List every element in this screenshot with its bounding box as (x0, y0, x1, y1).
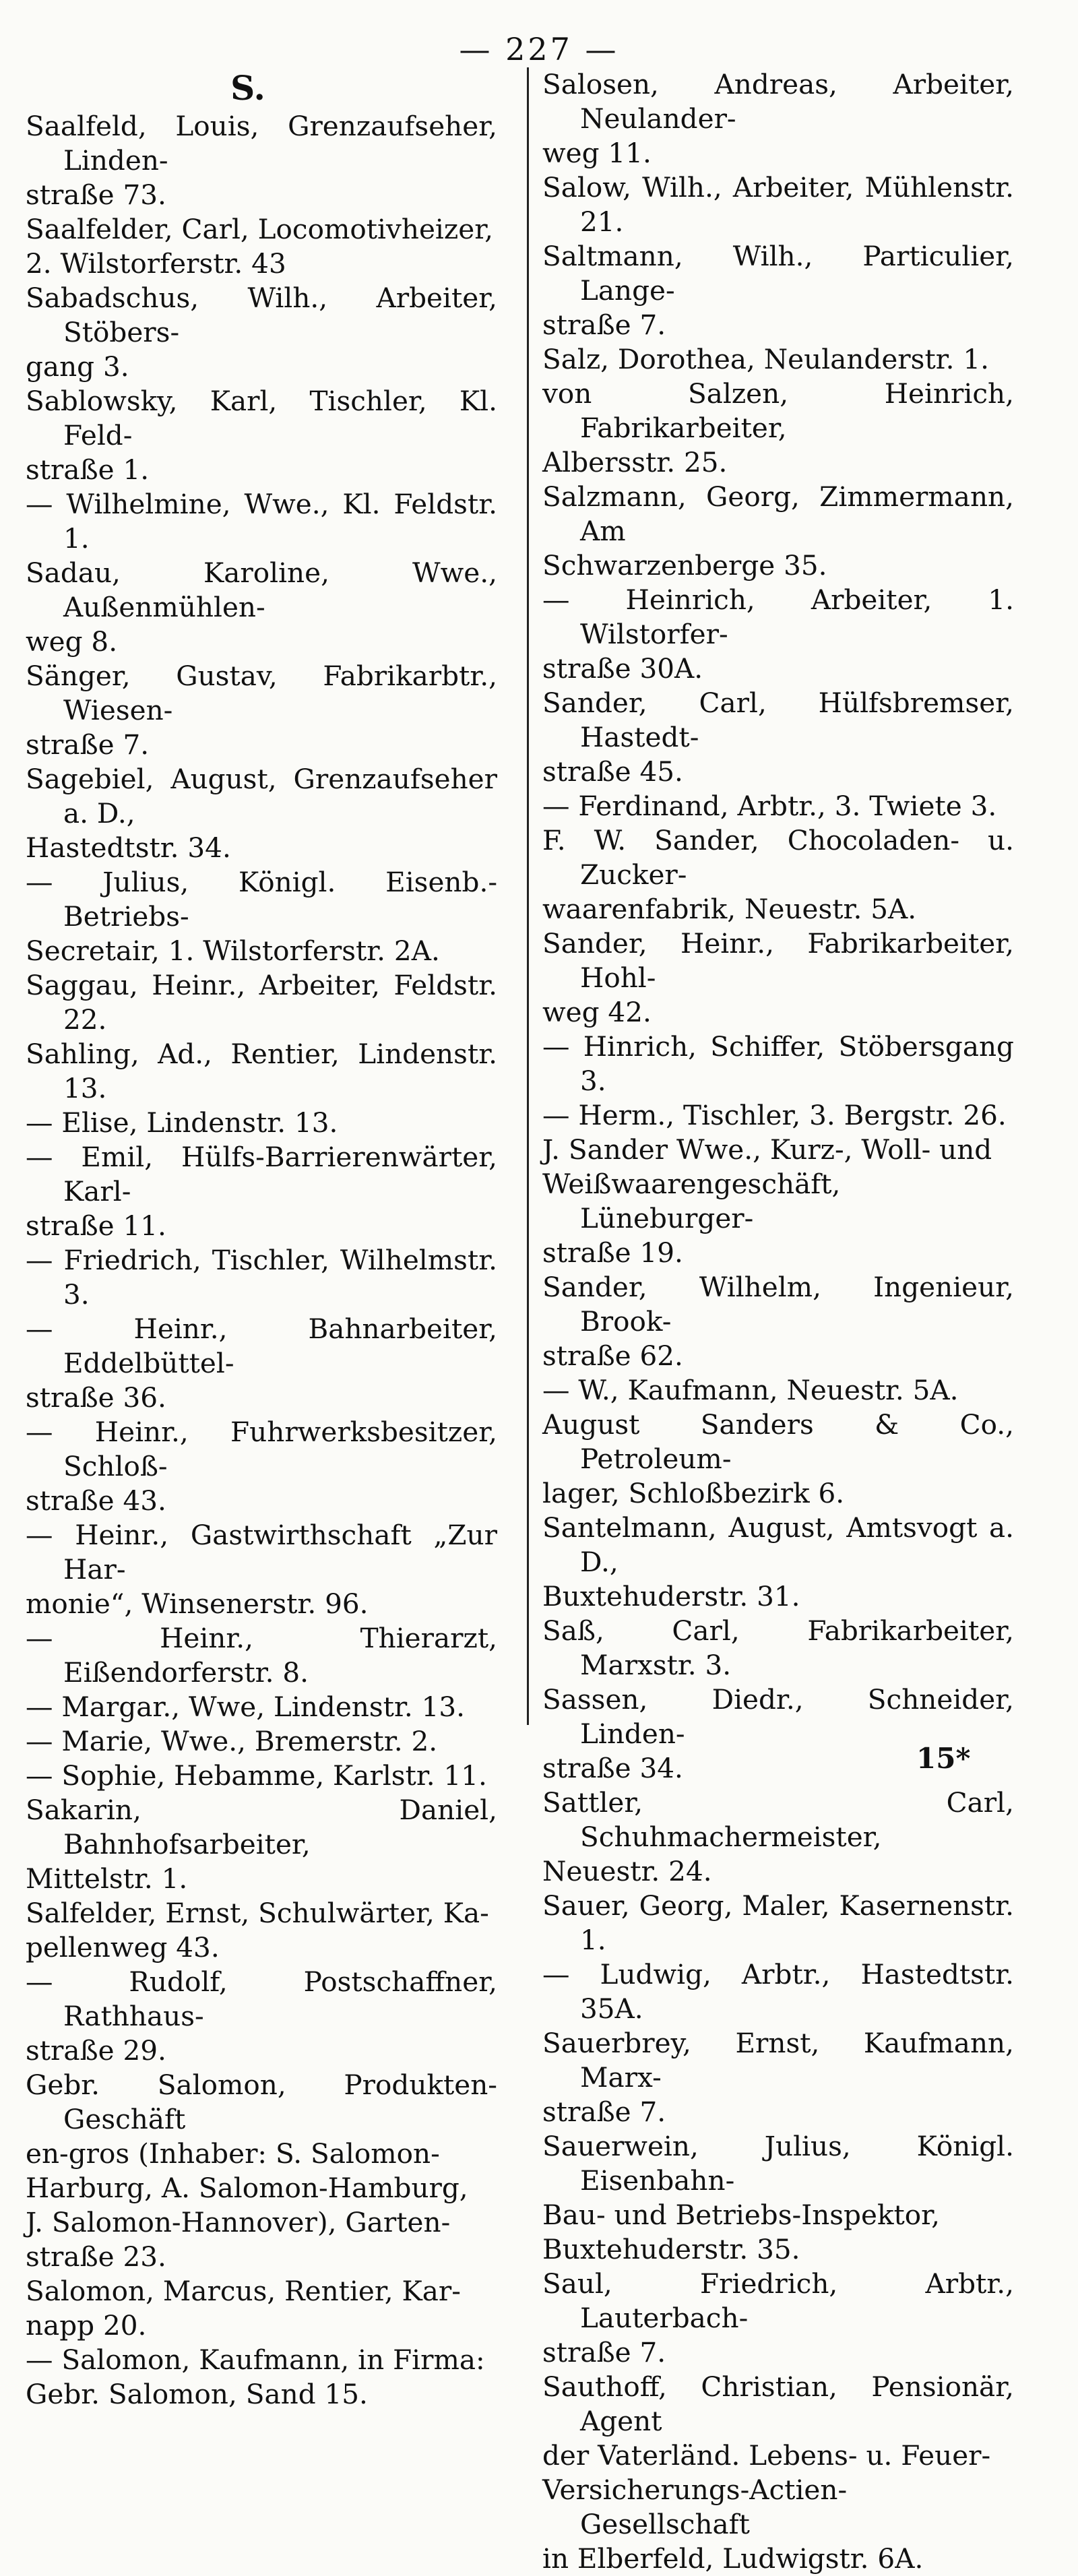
entry-line: Weißwaarengeschäft, Lüneburger- (542, 1168, 841, 1234)
entry-line: — Margar., Wwe, Lindenstr. 13. (26, 1691, 465, 1723)
entry-line: monie“, Winsenerstr. 96. (26, 1588, 369, 1620)
directory-entry (26, 487, 497, 556)
entry-line: F. W. Sander, Chocoladen- u. Zucker- (542, 824, 1014, 891)
entry-line: in Elberfeld, Ludwigstr. 6A. (542, 2542, 924, 2575)
directory-entry (26, 2068, 497, 2274)
entry-line: Santelmann, August, Amtsvogt a. D., (542, 1511, 1014, 1578)
entry-line: straße 7. (542, 2336, 666, 2368)
entry-line: pellenweg 43. (26, 1931, 220, 1964)
directory-entry (26, 865, 497, 968)
entry-line: Buxtehuderstr. 31. (542, 1580, 800, 1612)
left-column (26, 67, 497, 2412)
entry-line: Sadau, Karoline, Wwe., Außenmühlen- (26, 557, 497, 623)
directory-entry (542, 2129, 1014, 2267)
entry-line: Neuestr. 24. (542, 1855, 712, 1887)
directory-entry (26, 1759, 497, 1793)
directory-entry (542, 67, 1014, 170)
entry-line: straße 7. (542, 2096, 666, 2128)
entry-line: — Marie, Wwe., Bremerstr. 2. (26, 1725, 438, 1757)
entry-line: — Heinr., Bahnarbeiter, Eddelbüttel- (26, 1313, 497, 1379)
entry-line: — Hinrich, Schiffer, Stöbersgang 3. (542, 1030, 1014, 1097)
entry-line: en-gros (Inhaber: S. Salomon- (26, 2137, 440, 2170)
directory-entry (542, 1098, 1014, 1133)
entry-line: — Heinr., Fuhrwerksbesitzer, Schloß- (26, 1416, 497, 1482)
directory-entry (26, 1621, 497, 1690)
directory-entry (542, 1270, 1014, 1373)
entry-line: Salz, Dorothea, Neulanderstr. 1. (542, 343, 990, 375)
entry-line: Saalfelder, Carl, Locomotivheizer, (26, 213, 493, 245)
directory-entry (26, 762, 497, 865)
directory-entry (26, 1037, 497, 1106)
directory-entry (542, 2370, 1014, 2576)
entry-line: — Elise, Lindenstr. 13. (26, 1106, 338, 1139)
entry-line: — Wilhelmine, Wwe., Kl. Feldstr. 1. (26, 488, 497, 555)
directory-entry (26, 1724, 497, 1759)
entry-line: weg 8. (26, 625, 118, 658)
entry-line: — Heinr., Thierarzt, Eißendorferstr. 8. (26, 1622, 497, 1689)
directory-entry (26, 968, 497, 1037)
entry-line: — Ferdinand, Arbtr., 3. Twiete 3. (542, 790, 997, 822)
directory-entry (542, 1614, 1014, 1683)
entry-line: weg 11. (542, 137, 652, 169)
entry-line: Salomon, Marcus, Rentier, Kar- (26, 2275, 461, 2307)
entry-line: August Sanders & Co., Petroleum- (542, 1408, 1014, 1475)
directory-entry (542, 926, 1014, 1030)
entry-line: Buxtehuderstr. 35. (542, 2233, 800, 2265)
directory-entry (542, 342, 1014, 377)
directory-entry (542, 686, 1014, 789)
entry-line: straße 36. (26, 1381, 166, 1414)
directory-entry (542, 1889, 1014, 1957)
entry-line: — W., Kaufmann, Neuestr. 5A. (542, 1374, 959, 1406)
directory-entry (542, 1511, 1014, 1614)
directory-entry (26, 1965, 497, 2068)
entry-line: — Sophie, Hebamme, Karlstr. 11. (26, 1759, 487, 1792)
entry-line: waarenfabrik, Neuestr. 5A. (542, 893, 917, 925)
section-letter: S. (230, 68, 265, 108)
entry-line: Sabadschus, Wilh., Arbeiter, Stöbers- (26, 282, 497, 348)
entry-line: Sauerwein, Julius, Königl. Eisenbahn- (542, 2130, 1014, 2197)
entry-line: straße 34. (542, 1752, 683, 1784)
entry-line: — Heinr., Gastwirthschaft „Zur Har- (26, 1519, 497, 1585)
directory-entry (542, 1786, 1014, 1889)
entry-line: Sauer, Georg, Maler, Kasernenstr. 1. (542, 1889, 1014, 1956)
entry-line: lager, Schloßbezirk 6. (542, 1477, 845, 1509)
signature-mark: 15* (916, 1742, 971, 1775)
directory-entry (542, 1030, 1014, 1098)
entry-line: Sander, Heinr., Fabrikarbeiter, Hohl- (542, 927, 1014, 994)
entry-line: — Ludwig, Arbtr., Hastedtstr. 35A. (542, 1958, 1014, 2025)
entry-line: Sablowsky, Karl, Tischler, Kl. Feld- (26, 385, 497, 451)
entry-line: straße 1. (26, 453, 150, 486)
directory-entry (542, 583, 1014, 686)
entry-line: Salfelder, Ernst, Schulwärter, Ka- (26, 1897, 489, 1929)
entry-line: Sahling, Ad., Rentier, Lindenstr. 13. (26, 1038, 497, 1104)
entry-line: straße 73. (26, 179, 166, 211)
directory-entry (26, 556, 497, 659)
entry-line: Salzmann, Georg, Zimmermann, Am (542, 480, 1014, 547)
directory-entry (26, 1793, 497, 1896)
entry-line: — Salomon, Kaufmann, in Firma: (26, 2344, 485, 2376)
entry-line: Secretair, 1. Wilstorferstr. 2A. (26, 935, 440, 967)
directory-entry (26, 1518, 497, 1621)
entry-line: J. Sander Wwe., Kurz-, Woll- und (542, 1133, 992, 1166)
directory-entry (26, 1106, 497, 1140)
entry-line: Salow, Wilh., Arbeiter, Mühlenstr. 21. (542, 171, 1014, 238)
directory-entry (542, 1408, 1014, 1511)
entry-line: Gebr. Salomon, Sand 15. (26, 2378, 368, 2410)
entry-line: Sander, Wilhelm, Ingenieur, Brook- (542, 1271, 1014, 1338)
directory-entry (26, 109, 497, 212)
directory-entry (26, 212, 497, 281)
directory-entry (26, 1140, 497, 1243)
directory-entry (26, 1896, 497, 1965)
entry-line: Sander, Carl, Hülfsbremser, Hastedt- (542, 687, 1014, 753)
column-divider (527, 67, 529, 1725)
entry-line: weg 42. (542, 996, 652, 1028)
directory-entry (26, 1690, 497, 1724)
entry-line: — Heinrich, Arbeiter, 1. Wilstorfer- (542, 584, 1014, 650)
entry-line: straße 19. (542, 1236, 683, 1269)
directory-entry (542, 1373, 1014, 1408)
directory-entry (26, 384, 497, 487)
directory-entry (542, 789, 1014, 823)
entry-line: straße 11. (26, 1210, 166, 1242)
entry-line: straße 43. (26, 1484, 166, 1517)
entry-line: der Vaterländ. Lebens- u. Feuer- (542, 2439, 991, 2472)
directory-entry (26, 1243, 497, 1312)
entry-line: Sänger, Gustav, Fabrikarbtr., Wiesen- (26, 660, 497, 726)
entry-line: — Herm., Tischler, 3. Bergstr. 26. (542, 1099, 1007, 1131)
right-column (542, 67, 1014, 2576)
entry-line: straße 7. (542, 309, 666, 341)
entry-line: Harburg, A. Salomon-Hamburg, (26, 2172, 468, 2204)
directory-entry (26, 2274, 497, 2343)
entry-line: Bau- und Betriebs-Inspektor, (542, 2199, 940, 2231)
directory-entry (542, 823, 1014, 926)
entry-line: Saß, Carl, Fabrikarbeiter, Marxstr. 3. (542, 1614, 1014, 1681)
entry-line: gang 3. (26, 350, 129, 383)
directory-entry (26, 2343, 497, 2412)
directory-entry (542, 2267, 1014, 2370)
entry-line: von Salzen, Heinrich, Fabrikarbeiter, (542, 377, 1014, 444)
directory-entry (26, 1415, 497, 1518)
directory-entry (26, 659, 497, 762)
entry-line: Hastedtstr. 34. (26, 831, 231, 864)
entry-line: Mittelstr. 1. (26, 1862, 188, 1895)
entry-line: Saul, Friedrich, Arbtr., Lauterbach- (542, 2267, 1014, 2334)
directory-entry (542, 170, 1014, 239)
entry-line: Sauthoff, Christian, Pensionär, Agent (542, 2370, 1014, 2437)
entry-line: straße 30A. (542, 652, 703, 685)
directory-entry (542, 2026, 1014, 2129)
entry-line: straße 23. (26, 2240, 166, 2273)
entry-line: Versicherungs-Actien-Gesellschaft (542, 2474, 848, 2540)
entry-line: — Rudolf, Postschaffner, Rathhaus- (26, 1966, 497, 2032)
entry-line: — Friedrich, Tischler, Wilhelmstr. 3. (26, 1244, 497, 1311)
entry-line: straße 45. (542, 755, 683, 788)
entry-line: Gebr. Salomon, Produkten-Geschäft (26, 2069, 497, 2135)
entry-line: Sakarin, Daniel, Bahnhofsarbeiter, (26, 1794, 497, 1860)
directory-entry (26, 1312, 497, 1415)
entry-line: Saalfeld, Louis, Grenzaufseher, Linden- (26, 110, 497, 177)
entry-line: Schwarzenberge 35. (542, 549, 827, 582)
entry-line: Salosen, Andreas, Arbeiter, Neulander- (542, 68, 1014, 135)
entry-line: straße 62. (542, 1340, 683, 1372)
directory-entry (542, 480, 1014, 583)
entry-line: straße 7. (26, 728, 150, 761)
entry-line: — Emil, Hülfs-Barrierenwärter, Karl- (26, 1141, 497, 1207)
page-number: — 227 — (459, 31, 619, 67)
directory-entry (542, 1133, 1014, 1270)
entry-line: Saltmann, Wilh., Particulier, Lange- (542, 240, 1014, 307)
entry-line: — Julius, Königl. Eisenb.-Betriebs- (26, 866, 497, 933)
entry-line: Saggau, Heinr., Arbeiter, Feldstr. 22. (26, 969, 497, 1036)
entry-line: napp 20. (26, 2309, 147, 2342)
entry-line: Sattler, Carl, Schuhmachermeister, (542, 1786, 1014, 1853)
directory-entry (542, 377, 1014, 480)
entry-line: Albersstr. 25. (542, 446, 728, 478)
directory-entry (26, 281, 497, 384)
entry-line: 2. Wilstorferstr. 43 (26, 247, 286, 280)
entry-line: straße 29. (26, 2034, 166, 2067)
entry-line: Sagebiel, August, Grenzaufseher a. D., (26, 763, 497, 829)
entry-line: J. Salomon-Hannover), Garten- (26, 2206, 451, 2238)
directory-entry (542, 239, 1014, 342)
directory-entry (542, 1957, 1014, 2026)
entry-line: Sauerbrey, Ernst, Kaufmann, Marx- (542, 2027, 1014, 2094)
entry-line: Sassen, Diedr., Schneider, Linden- (542, 1683, 1014, 1750)
